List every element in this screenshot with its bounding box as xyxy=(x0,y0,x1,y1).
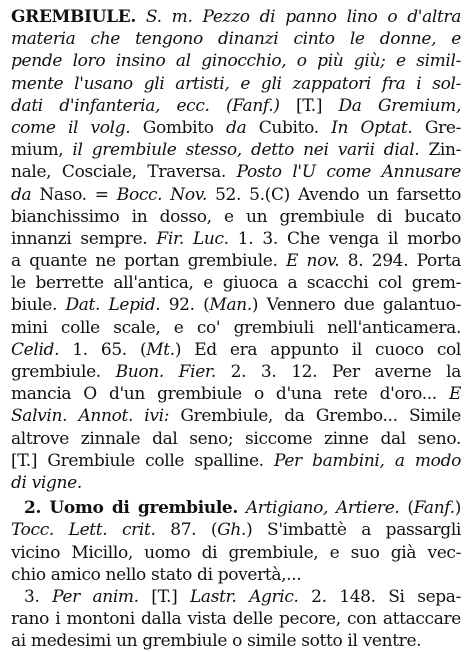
text-segment: Grembiule, da Grembo... Simile xyxy=(169,406,461,427)
dictionary-entry-grembiule xyxy=(11,6,461,652)
italic-text: Celid. xyxy=(11,339,60,360)
text-segment: Gombito xyxy=(130,117,227,138)
headword: GREMBIULE. xyxy=(11,7,136,27)
italic-text: Lastr. Agric. xyxy=(189,586,299,607)
italic-text: Gh. xyxy=(217,520,247,541)
text-segment: 8. 294. Porta xyxy=(339,251,461,272)
italic-text: E xyxy=(448,384,461,405)
entry-line xyxy=(11,28,461,50)
entry-line xyxy=(11,50,461,72)
italic-text: di vigne. xyxy=(11,472,82,493)
entry-line xyxy=(11,228,461,250)
italic-text: Da Gremium, xyxy=(338,95,461,116)
text-segment: ) S'imbattè a passargli xyxy=(246,520,461,541)
italic-text: Bocc. Nov. xyxy=(116,184,208,205)
italic-text: Buon. Fier. xyxy=(115,362,216,382)
sense-heading: 2. Uomo di grembiule. xyxy=(24,498,238,519)
entry-line xyxy=(11,95,461,117)
entry-line xyxy=(11,294,461,316)
italic-text: Per anim. xyxy=(52,586,139,607)
text-segment: 2. 3. 12. Per averne la xyxy=(215,362,461,382)
text-segment: a quante ne portan grembiule. xyxy=(11,251,287,272)
italic-text: Tocc. Lett. crit. xyxy=(11,520,156,541)
entry-line xyxy=(11,405,461,427)
text-segment: ) Vennero due galantuo- xyxy=(251,295,461,316)
italic-text: Fir. Luc. xyxy=(156,228,229,249)
entry-line xyxy=(11,73,461,95)
entry-line xyxy=(11,250,461,272)
entry-line xyxy=(11,519,461,541)
text-segment: mancia O d'un grembiule o d'una rete d'oro... xyxy=(11,384,449,405)
text-segment: biule. xyxy=(11,295,66,316)
entry-line xyxy=(11,630,461,652)
text-segment: Cubito. xyxy=(246,117,332,138)
text-segment: [T.] xyxy=(279,95,339,116)
italic-text: In Optat. xyxy=(331,117,413,138)
italic-text: come il volg. xyxy=(11,117,131,138)
entry-line xyxy=(11,161,461,183)
text-segment: 1. 3. Che venga il morbo xyxy=(228,228,461,249)
text-segment: ( xyxy=(399,498,414,519)
italic-text: S. m. Pezzo di panno lino o d'altra xyxy=(145,7,461,27)
entry-line xyxy=(11,608,461,630)
entry-line xyxy=(11,450,461,472)
entry-line xyxy=(11,564,461,586)
entry-line xyxy=(11,361,461,383)
italic-text: Mt. xyxy=(146,339,175,360)
text-segment: rano i montoni dalla vista delle pecore, con attaccare xyxy=(11,609,461,630)
text-segment: Naso. = xyxy=(31,184,117,205)
entry-line xyxy=(11,184,461,206)
italic-text: Artigiano, Artiere. xyxy=(245,498,400,519)
entry-line xyxy=(11,139,461,161)
italic-text: da xyxy=(11,184,32,205)
italic-text: Fanf. xyxy=(413,498,455,519)
text-segment: 2. 148. Si sepa- xyxy=(298,586,461,607)
entry-line xyxy=(11,497,461,519)
entry-line xyxy=(11,586,461,608)
text-segment xyxy=(238,498,246,518)
text-segment: le berrette all'antica, e giuoca a scacchi col grem- xyxy=(11,273,461,294)
text-segment: mini colle scale, e co' grembiuli nell'anticamera. xyxy=(11,317,461,338)
text-segment: 3. xyxy=(24,586,53,607)
entry-line xyxy=(11,117,461,139)
entry-line xyxy=(11,339,461,361)
italic-text: Salvin. Annot. ivi: xyxy=(11,406,170,427)
text-segment: 87. ( xyxy=(155,520,218,541)
text-segment: 52. 5.(C) Avendo un farsetto xyxy=(207,184,461,205)
text-segment: chio amico nello stato di povertà,... xyxy=(11,564,302,585)
italic-text: materia che tengono dinanzi cinto le donne, e xyxy=(11,29,461,50)
text-segment: altrove zinnale dal seno; siccome zinne dal seno. xyxy=(11,428,461,449)
italic-text: mente l'usano gli artisti, e gli zappatori fra i sol- xyxy=(11,73,461,94)
text-segment: ai medesimi un grembiule o simile sotto il ventre. xyxy=(11,631,422,652)
text-segment: vicino Micillo, uomo di grembiule, e suo già vec- xyxy=(11,542,461,563)
text-segment: [T.] Grembiule colle spalline. xyxy=(11,450,275,471)
text-segment: nale, Cosciale, Traversa. xyxy=(11,162,237,183)
entry-line xyxy=(11,542,461,564)
entry-line xyxy=(11,272,461,294)
text-segment: [T.] xyxy=(138,586,190,607)
italic-text: pende loro insino al ginocchio, o più giù; e simil- xyxy=(11,51,461,72)
entry-line xyxy=(11,472,461,494)
entry-line xyxy=(11,383,461,405)
italic-text: Dat. Lepid. xyxy=(65,295,161,316)
entry-line xyxy=(11,428,461,450)
text-segment: Gre- xyxy=(412,117,461,138)
text-segment: ) Ed era appunto il cuoco col xyxy=(174,339,461,360)
italic-text: Posto l'U come Annusare xyxy=(236,162,461,183)
italic-text: da xyxy=(226,117,247,138)
text-segment: 1. 65. ( xyxy=(59,339,147,360)
text-segment: mium, xyxy=(11,140,73,161)
text-segment xyxy=(136,7,146,27)
text-segment: ) xyxy=(454,498,461,519)
text-segment: innanzi sempre. xyxy=(11,228,157,249)
entry-line xyxy=(11,317,461,339)
italic-text: il grembiule stesso, detto nei varii dial. xyxy=(72,140,420,161)
italic-text: Man. xyxy=(209,295,252,316)
text-segment: grembiule. xyxy=(11,362,116,382)
italic-text: dati d'infanteria, ecc. (Fanf.) xyxy=(11,95,280,116)
entry-line xyxy=(11,6,461,28)
text-segment: 92. ( xyxy=(160,295,210,316)
text-segment: Zin- xyxy=(419,140,461,161)
entry-line xyxy=(11,206,461,228)
text-segment: bianchissimo in dosso, e un grembiule di bucato xyxy=(11,206,461,227)
italic-text: Per bambini, a modo xyxy=(274,450,461,471)
italic-text: E nov. xyxy=(286,251,340,272)
